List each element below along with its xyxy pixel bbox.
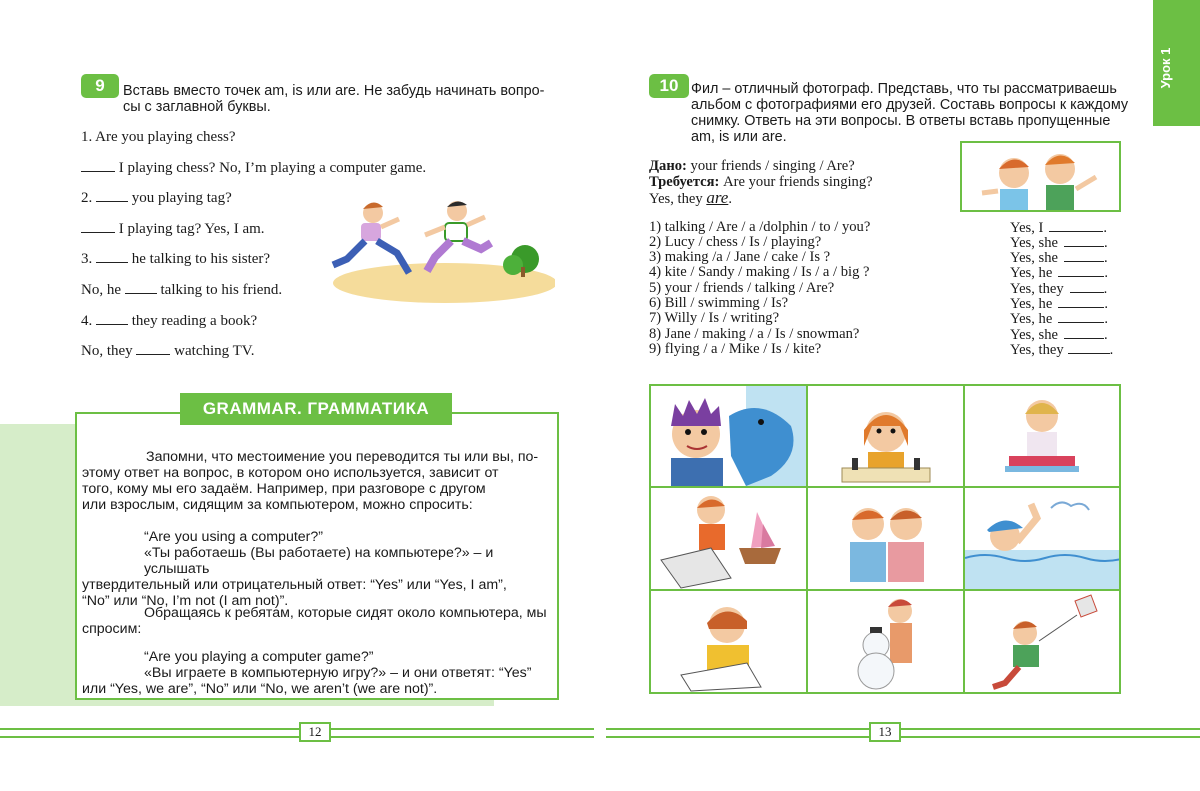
grammar-p1-line: того, кому мы его задаём. Например, при разговоре с другом	[82, 481, 486, 497]
task-9-line-3: 2. you playing tag?	[81, 190, 232, 206]
task-10-item-4: 4) kite / Sandy / making / Is / a / big ?	[649, 264, 870, 280]
girl-cake-illustration	[965, 386, 1119, 486]
task-9-line-5: 3. he talking to his sister?	[81, 251, 271, 267]
photo-7-boy-writing	[649, 589, 808, 694]
task-10-answer-7: Yes, he .	[1010, 311, 1108, 327]
grammar-ex2-line: или “Yes, we are”, “No” или “No, we aren’t (we are not)”.	[82, 681, 438, 697]
grammar-paragraph-1	[82, 449, 552, 513]
two-friends-illustration	[808, 488, 964, 589]
boy-writing-illustration	[651, 591, 806, 692]
footer-rule-right-top	[606, 728, 1200, 730]
task-10-instruction-line: снимку. Ответь на эти вопросы. В ответы вставь пропущенные	[691, 113, 1111, 129]
task-9-badge: 9	[81, 74, 119, 98]
footer-rule-left-top	[0, 728, 594, 730]
grammar-paragraph-2	[82, 605, 552, 637]
grammar-example-2	[82, 649, 552, 697]
photo-9-boy-kite	[963, 589, 1121, 694]
task-10-answer-4: Yes, he .	[1010, 265, 1108, 281]
task-10-answer-8: Yes, she .	[1010, 327, 1108, 343]
task-10-instruction-line: альбом с фотографиями его друзей. Составь вопросы к каждому	[691, 97, 1129, 113]
grammar-ex1-line: «Ты работаешь (Вы работаете) на компьютере?» – и услышать	[144, 545, 494, 577]
running-boys-illustration	[325, 195, 555, 305]
answer-blank[interactable]	[1070, 281, 1104, 293]
task-10-answer-9: Yes, they .	[1010, 342, 1114, 358]
task-10-instruction-line: am, is или are.	[691, 129, 787, 145]
grammar-p1-line: или взрослым, сидящим за компьютером, можно спросить:	[82, 497, 473, 513]
task-10-item-8: 8) Jane / making / a / Is / snowman?	[649, 326, 860, 342]
grammar-p2-line: спросим:	[82, 621, 142, 637]
boy-kite-illustration	[965, 591, 1119, 692]
answer-blank[interactable]	[1068, 342, 1110, 354]
task-10-example-answer: Yes, they are.	[649, 188, 732, 207]
task-9-line-7: 4. they reading a book?	[81, 313, 258, 329]
task-10-required: Требуется: Are your friends singing?	[649, 174, 873, 190]
photo-8-girl-snowman	[806, 589, 966, 694]
answer-blank[interactable]	[1064, 327, 1104, 339]
grammar-p1-line: этому ответ на вопрос, в котором оно используется, зависит от	[82, 465, 499, 481]
answer-blank[interactable]	[96, 313, 128, 325]
page-number-left: 12	[299, 722, 331, 742]
answer-blank[interactable]	[1064, 250, 1104, 262]
task-10-answer-3: Yes, she .	[1010, 250, 1108, 266]
task-10-given: Дано: your friends / singing / Are?	[649, 158, 855, 174]
photo-5-two-friends	[806, 486, 966, 591]
answer-blank[interactable]	[1064, 235, 1104, 247]
answer-blank[interactable]	[81, 221, 115, 233]
girl-chess-illustration	[808, 386, 964, 486]
task-9-instruction-line-2: сы с заглавной буквы.	[123, 99, 271, 115]
task-10-item-5: 5) your / friends / talking / Are?	[649, 280, 835, 296]
task-9-line-2: I playing chess? No, I’m playing a computer game.	[81, 160, 426, 177]
singing-friends-picture-frame	[960, 141, 1121, 212]
task-10-item-6: 6) Bill / swimming / Is?	[649, 295, 789, 311]
task-10-item-7: 7) Willy / Is / writing?	[649, 310, 780, 326]
boy-swimming-illustration	[965, 488, 1119, 589]
task-9-line-4: I playing tag? Yes, I am.	[81, 221, 265, 238]
task-10-instruction-line: Фил – отличный фотограф. Представь, что ты рассматриваешь	[691, 81, 1117, 97]
grammar-ex1-line: утвердительный или отрицательный ответ: “Yes” или “Yes, I am”,	[82, 577, 507, 593]
answer-blank[interactable]	[125, 282, 157, 294]
answer-blank[interactable]	[96, 251, 128, 263]
answer-blank[interactable]	[81, 160, 115, 172]
task-10-item-2: 2) Lucy / chess / Is / playing?	[649, 234, 822, 250]
answer-blank[interactable]	[1058, 296, 1104, 308]
grammar-p2-line: Обращаясь к ребятам, которые сидят около компьютера, мы	[144, 605, 547, 621]
task-9-instruction-line-1: Вставь вместо точек am, is или are. Не забудь начинать вопро-	[123, 83, 545, 99]
photo-6-boy-swimming	[963, 486, 1121, 591]
grammar-p1-line: Запомни, что местоимение you переводится ты или вы, по-	[146, 449, 539, 465]
photo-4-boy-kite-ship	[649, 486, 808, 591]
task-10-badge: 10	[649, 74, 689, 98]
task-10-instruction	[691, 81, 1128, 145]
task-10-answer-1: Yes, I .	[1010, 220, 1108, 236]
footer-rule-left-bottom	[0, 736, 594, 738]
boy-dolphin-illustration	[651, 386, 806, 486]
lesson-tab-label: Урок 1	[1158, 47, 1173, 89]
task-10-answer-5: Yes, they .	[1010, 281, 1108, 297]
singing-friends-illustration	[962, 143, 1119, 210]
answer-blank[interactable]	[96, 190, 128, 202]
task-10-answer-6: Yes, he .	[1010, 296, 1108, 312]
grammar-example-1	[82, 529, 552, 609]
task-9-line-8: No, they watching TV.	[81, 343, 255, 359]
grammar-ex2-line: «Вы играете в компьютерную игру?» – и они ответят: “Yes”	[144, 665, 532, 681]
task-10-answer-2: Yes, she .	[1010, 235, 1108, 251]
boy-ship-illustration	[651, 488, 806, 589]
task-10-item-9: 9) flying / a / Mike / Is / kite?	[649, 341, 822, 357]
task-9-line-1: 1. Are you playing chess?	[81, 129, 236, 145]
answer-blank[interactable]	[136, 343, 170, 355]
page-number-right: 13	[869, 722, 901, 742]
grammar-ex1-line: “Are you using a computer?”	[144, 529, 324, 545]
task-10-item-1: 1) talking / Are / a /dolphin / to / you?	[649, 219, 871, 235]
grammar-ex2-line: “Are you playing a computer game?”	[144, 649, 374, 665]
photo-3-girl-cake	[963, 384, 1121, 488]
photo-1-boy-and-dolphin	[649, 384, 808, 488]
answer-blank[interactable]	[1049, 220, 1103, 232]
answer-blank[interactable]	[1058, 265, 1104, 277]
girl-snowman-illustration	[808, 591, 964, 692]
task-10-item-3: 3) making /a / Jane / cake / Is ?	[649, 249, 831, 265]
photo-2-girl-chess	[806, 384, 966, 488]
grammar-ex1-line: “No” или “No, I’m not (I am not)”.	[82, 593, 289, 609]
answer-blank[interactable]	[1058, 311, 1104, 323]
task-9-line-6: No, he talking to his friend.	[81, 282, 283, 298]
grammar-title: GRAMMAR. ГРАММАТИКА	[180, 393, 452, 425]
footer-rule-right-bottom	[606, 736, 1200, 738]
